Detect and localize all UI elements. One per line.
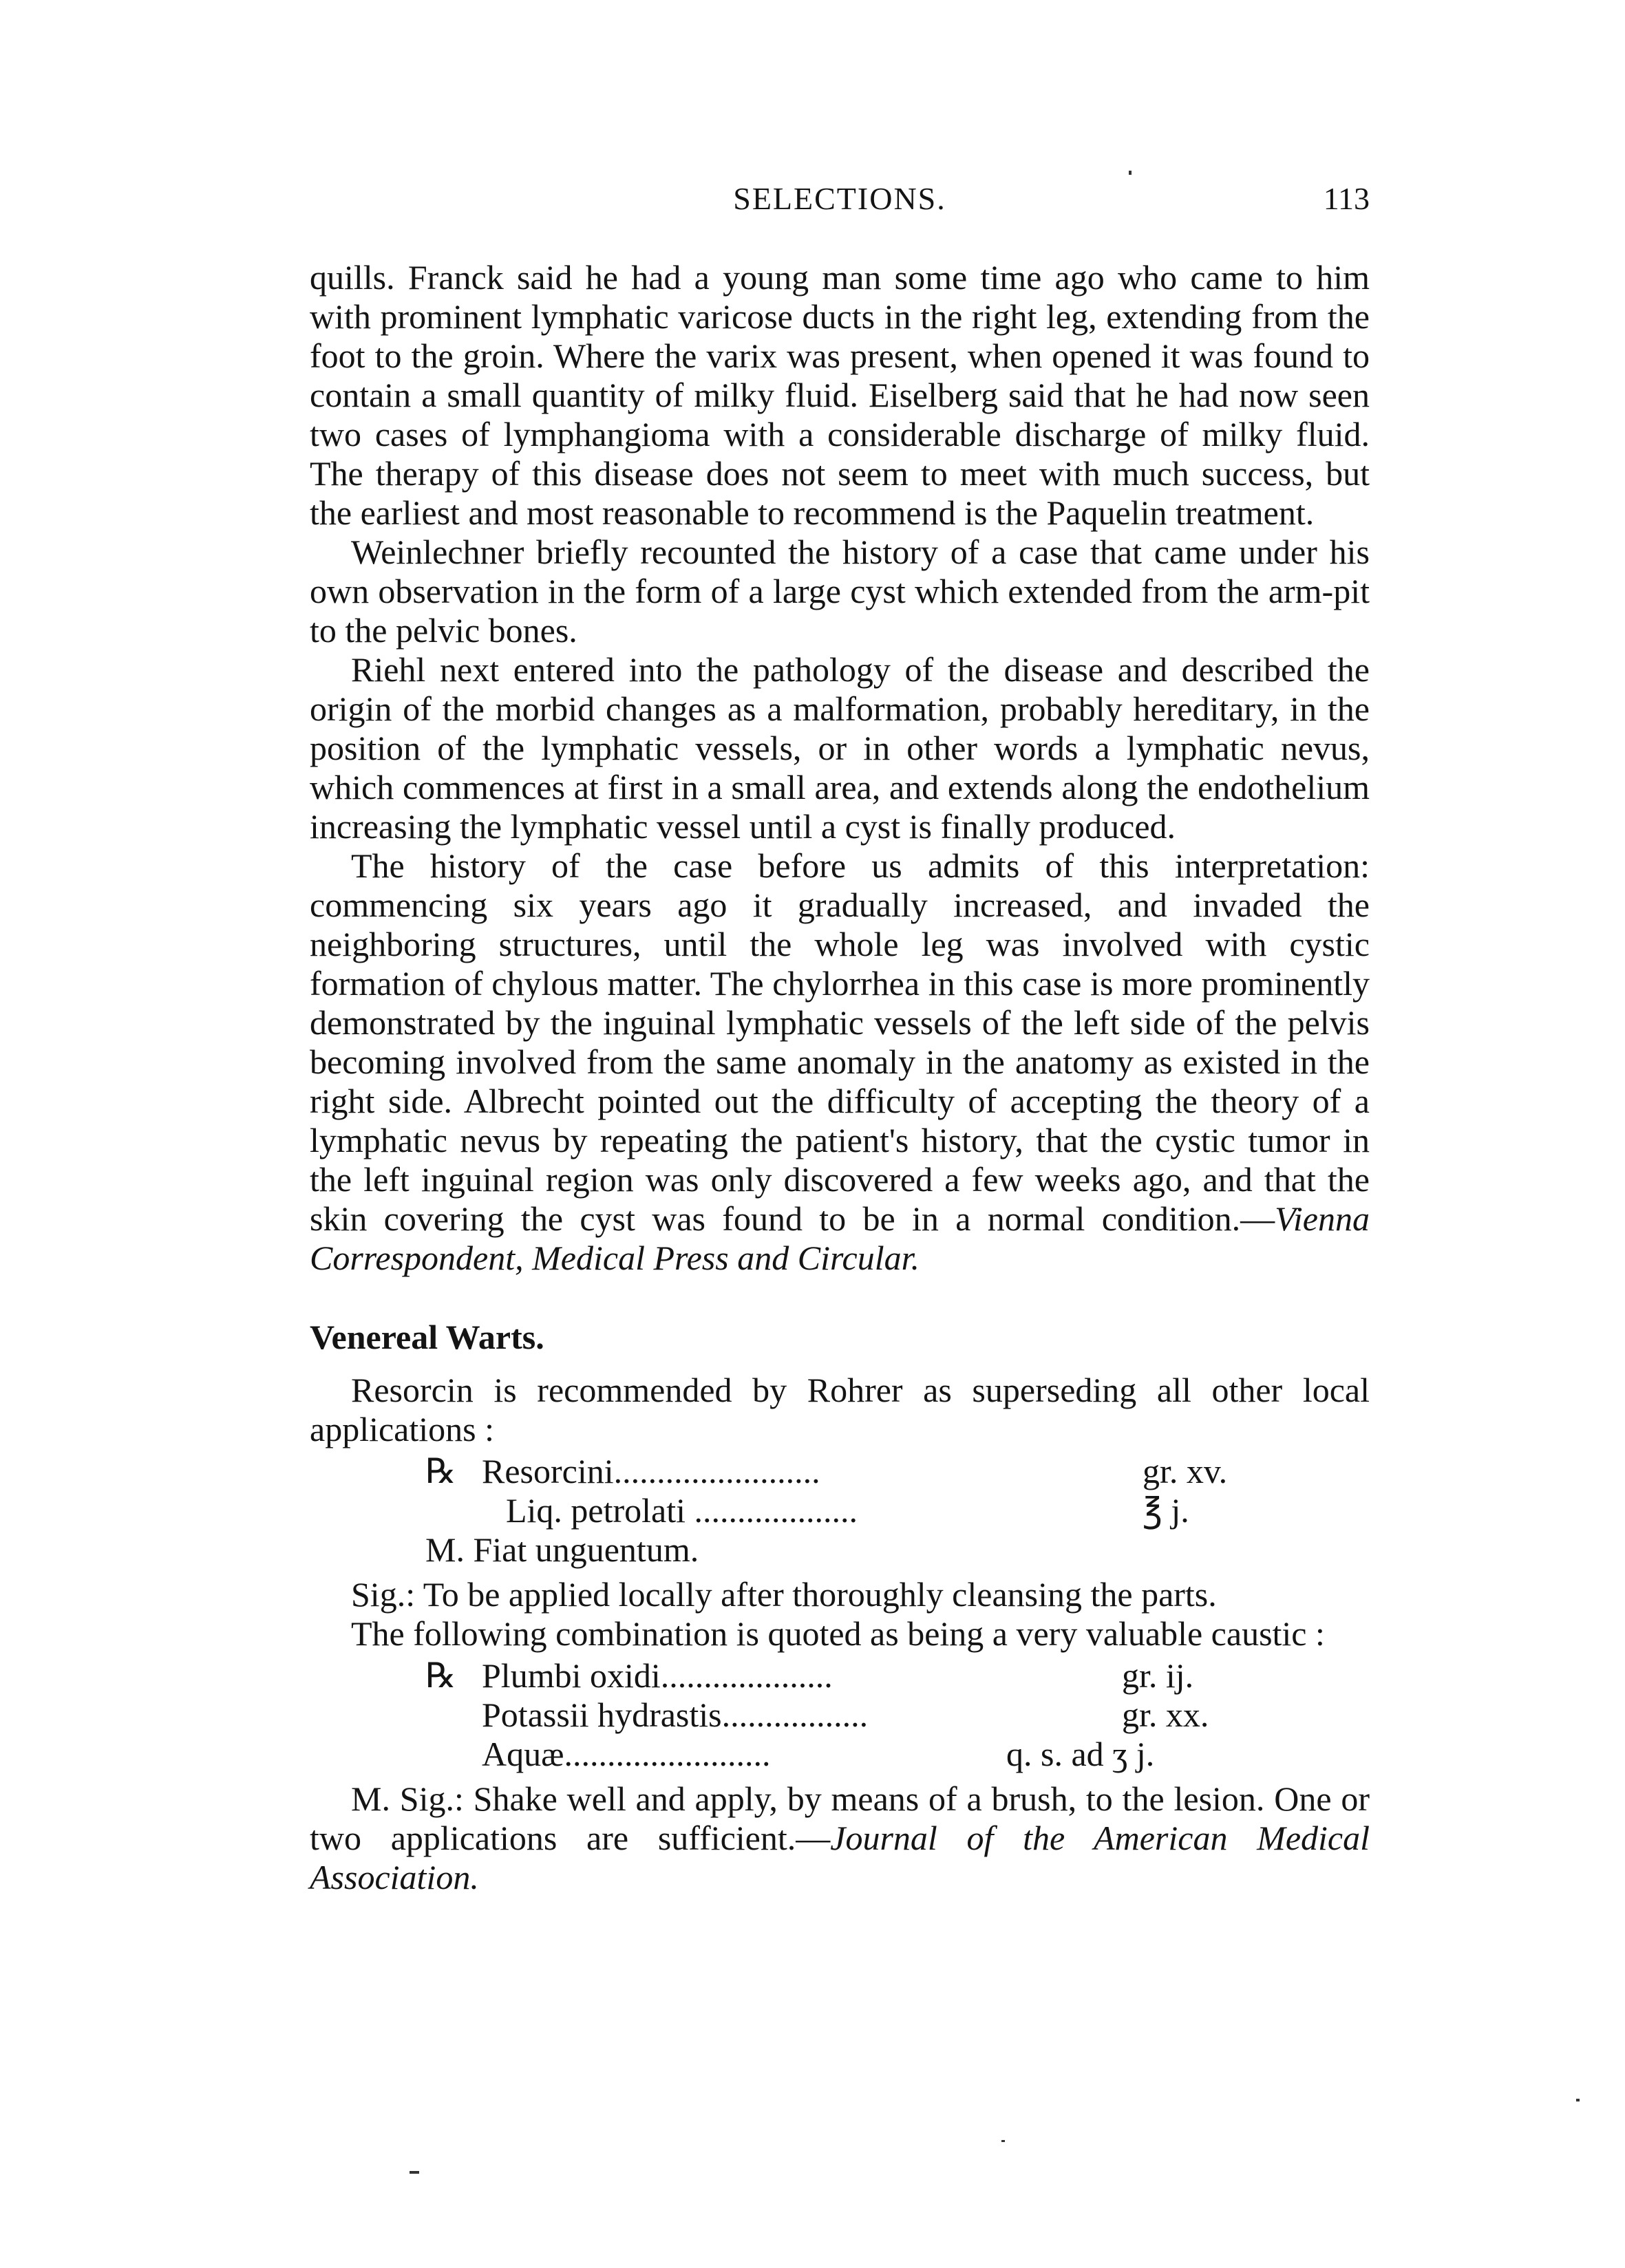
paragraph-4-text: The history of the case before us admits of this interpretation: commencing six years ago it gradually increased, and invaded the neighboring structures, until the whole leg was involved with cystic formation of chylous matter. The chylorrhea in this case is more prominently demonstrated by the inguinal lymphatic vessels of the left side of the pelvis becoming involved from the same anomaly in the anatomy as existed in the right side. Albrecht pointed out the difficulty of accepting the theory of a lymphatic nevus by repeating the patient's history, that the cystic tumor in the left inguinal region was only discovered a few weeks ago, and that the skin covering the cyst was found to be in a normal condition.—	[310, 846, 1370, 1238]
rx2-qty-3: q. s. ad ʒ j.	[1006, 1735, 1155, 1773]
article-body	[310, 258, 1370, 1897]
rx1-mix-note: M. Fiat unguentum.	[425, 1530, 699, 1569]
rx2-line-3	[310, 1735, 1370, 1774]
rx1-line-1	[310, 1452, 1370, 1491]
ink-speck	[1129, 171, 1132, 175]
prescription-1	[310, 1452, 1370, 1570]
running-head: SELECTIONS.	[733, 181, 946, 216]
ink-speck	[1001, 2140, 1005, 2142]
rx2-drug-2: Potassii hydrastis.................	[482, 1695, 869, 1734]
paragraph-2: Weinlechner briefly recounted the history of a case that came under his own observation in the form of a large cyst which extended from the arm-pit to the pelvic bones.	[310, 533, 1370, 650]
rx2-drug-3: Aquæ........................	[482, 1735, 771, 1773]
rx1-qty-2: ℥ j.	[1143, 1491, 1189, 1530]
ink-speck	[1576, 2099, 1580, 2101]
rx1-line-3	[310, 1530, 1370, 1570]
source-citation-1: Vienna Correspondent, Medical Press and Circular.	[310, 1199, 1370, 1277]
rx2-line-2	[310, 1695, 1370, 1735]
rx2-qty-1: gr. ij.	[1122, 1656, 1194, 1695]
rx1-drug-2: Liq. petrolati ...................	[506, 1491, 858, 1530]
recipe-symbol-2: ℞	[425, 1656, 456, 1695]
rx1-drug-1: Resorcini........................	[482, 1452, 820, 1490]
intro-paragraph-2: The following combination is quoted as being a very valuable caustic :	[351, 1614, 1325, 1653]
rx2-drug-1: Plumbi oxidi....................	[482, 1656, 833, 1695]
section-heading: Venereal Warts.	[310, 1318, 544, 1356]
intro-paragraph-1: Resorcin is recommended by Rohrer as superseding all other local applications :	[310, 1371, 1370, 1448]
paragraph-3: Riehl next entered into the pathology of the disease and described the origin of the morbid changes as a malformation, probably hereditary, in the position of the lymphatic vessels, or in other words a lymphatic nevus, which commences at first in a small area, and extends along the endothelium increasing the lymphatic vessel until a cyst is finally produced.	[310, 650, 1370, 846]
ink-speck	[410, 2171, 419, 2174]
paragraph-4	[310, 846, 1370, 1278]
page-number: 113	[1323, 181, 1370, 216]
rx2-qty-2: gr. xx.	[1122, 1695, 1209, 1734]
rx1-qty-1: gr. xv.	[1143, 1452, 1228, 1490]
signa-2-text: M. Sig.: Shake well and apply, by means of a brush, to the lesion. One or two applications are sufficient.—	[310, 1779, 1370, 1857]
rx1-line-2	[310, 1491, 1370, 1530]
source-citation-2: Journal of the American Medical Association.	[310, 1819, 1370, 1896]
recipe-symbol: ℞	[425, 1452, 456, 1490]
signa-2	[310, 1779, 1370, 1897]
rx2-line-1	[310, 1656, 1370, 1695]
prescription-2	[310, 1656, 1370, 1774]
paragraph-1: quills. Franck said he had a young man some time ago who came to him with prominent lymphatic varicose ducts in the right leg, extending from the foot to the groin. Where the varix was present, when opened it was found to contain a small quantity of milky fluid. Eiselberg said that he had now seen two cases of lymphangioma with a considerable discharge of milky fluid. The therapy of this disease does not seem to meet with much success, but the earliest and most reasonable to recommend is the Paquelin treatment.	[310, 258, 1370, 532]
page-header	[310, 180, 1370, 228]
signa-1: Sig.: To be applied locally after thoroughly cleansing the parts.	[351, 1575, 1217, 1614]
